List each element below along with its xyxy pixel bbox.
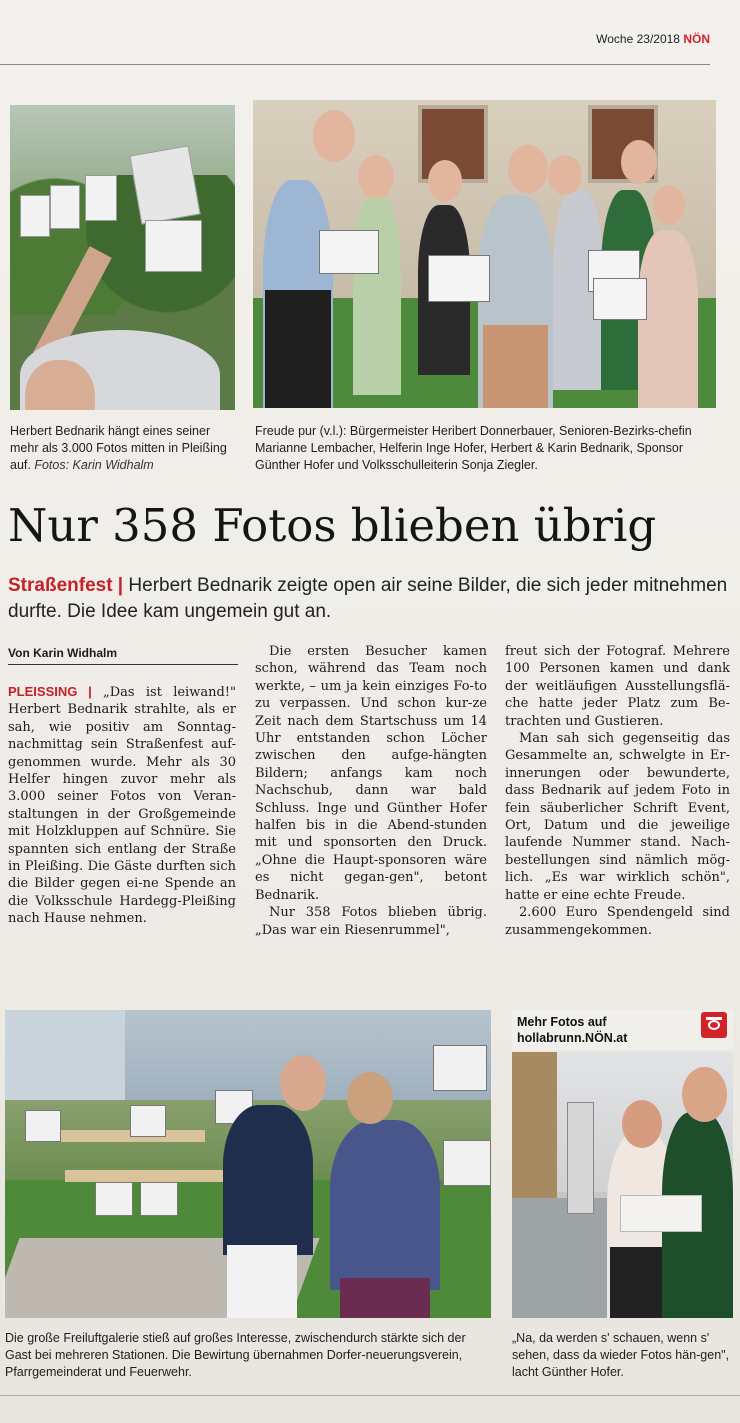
bottom-divider [0, 1395, 740, 1396]
promo-url[interactable]: hollabrunn.NÖN.at [517, 1031, 628, 1045]
photo1-caption-text: Herbert Bednarik hängt eines seiner mehr als 3.000 Fotos mitten in Pleißing auf. [10, 424, 227, 472]
promo-line-1: Mehr Fotos auf [517, 1015, 607, 1029]
issue-header [596, 32, 710, 46]
col3-paragraph-1: freut sich der Fotograf. Mehrere 100 Personen kamen und dank der weitläufigen Ausstellungsflä-che hatte jeder Platz zum Be-trachten und Gustieren. [505, 644, 730, 729]
photo-credit: Fotos: Karin Widhalm [34, 458, 154, 472]
article-headline: Nur 358 Fotos blieben übrig [8, 499, 657, 552]
col3-paragraph-3: 2.600 Euro Spendengeld sind zusammengekommen. [505, 905, 730, 938]
article-subhead [8, 573, 728, 625]
promo-text [517, 1014, 627, 1046]
photo-group-portrait [253, 100, 716, 408]
col1-paragraph: „Das ist leiwand!" Herbert Bednarik strahlte, als er sah, wie positiv am Sonntag-nachmittag sein Straßenfest auf-genommen wurde. Mehr als 30 Helfer hingen zuvor mehr als 3.000 seiner Fotos von Veran-staltungen in der Großgemeinde mit Holzkluppen auf Schnüre. Sie spannten sich entlang der Straße in Pleißing. Die Gäste durften sich die Bilder gegen ei-ne Spende an die Volksschule Hardegg-Pleißing nach Hause nehmen. [8, 685, 236, 927]
brand-logo: NÖN [683, 32, 710, 46]
article-column-2 [255, 643, 487, 939]
more-photos-promo[interactable] [512, 1010, 733, 1050]
photo1-caption [10, 423, 235, 474]
dateline: PLEISSING | [8, 684, 92, 699]
photo3-caption: Die große Freiluftgalerie stieß auf großes Interesse, zwischendurch stärkte sich der Gast bei mehreren Stationen. Die Bewirtung übernahmen Dorfer-neuerungsverein, Pfarrgemeinderat und Feuerwehr. [5, 1331, 466, 1379]
article-kicker: Straßenfest | [8, 575, 124, 596]
issue-label: Woche 23/2018 [596, 32, 680, 46]
col2-paragraph-1: Die ersten Besucher kamen schon, während das Team noch werkte, – um ja kein einziges Fo-to zu verpassen. Und schon kur-ze Zeit nach dem Startschuss um 14 Uhr entstanden schon Löcher zwischen den aufge-hängten Bildern; anfangs kam noch Nachschub, dann war bald Schluss. Inge und Günther Hofer halfen bis in die Abend-stunden mit und sponsorten den Druck. „Ohne die Haupt-sponsoren wäre es nicht gegan-gen", betont Bednarik. [255, 644, 487, 903]
photo2-caption: Freude pur (v.l.): Bürgermeister Heribert Donnerbauer, Senioren-Bezirks-chefin Marianne Lembacher, Helferin Inge Hofer, Herbert & Karin Bednarik, Sponsor Günther Hofer und Volksschulleiterin Sonja Ziegler. [255, 424, 692, 472]
photo4-caption: „Na, da werden s' schauen, wenn s' sehen, dass da wieder Fotos hän-gen", lacht Günther Hofer. [512, 1331, 730, 1379]
camera-icon [701, 1012, 727, 1038]
article-byline: Von Karin Widhalm [8, 646, 238, 665]
header-divider [0, 64, 710, 65]
article-subhead-text: Herbert Bednarik zeigte open air seine Bilder, die sich jeder mitnehmen durfte. Die Idee kam ungemein gut an. [8, 575, 728, 622]
photo-guenther-hofer [512, 1052, 733, 1318]
col3-paragraph-2: Man sah sich gegenseitig das Gesammelte an, schwelgte in Er-innerungen oder bewunderte, dass Bednarik auf jedem Foto in fein säuberlicher Schrift Event, Ort, Datum und die jeweilige laufende Nummer stand. Nach-bestellungen sind nämlich mög-lich. „Es war wirklich schön", hatte er eine echte Freude. [505, 731, 730, 903]
photo-hanging-fotos [10, 105, 235, 410]
photo-open-air-gallery [5, 1010, 491, 1318]
article-column-1 [8, 683, 236, 928]
article-column-3 [505, 643, 730, 939]
col2-paragraph-2: Nur 358 Fotos blieben übrig. „Das war ein Riesenrummel", [255, 905, 487, 938]
